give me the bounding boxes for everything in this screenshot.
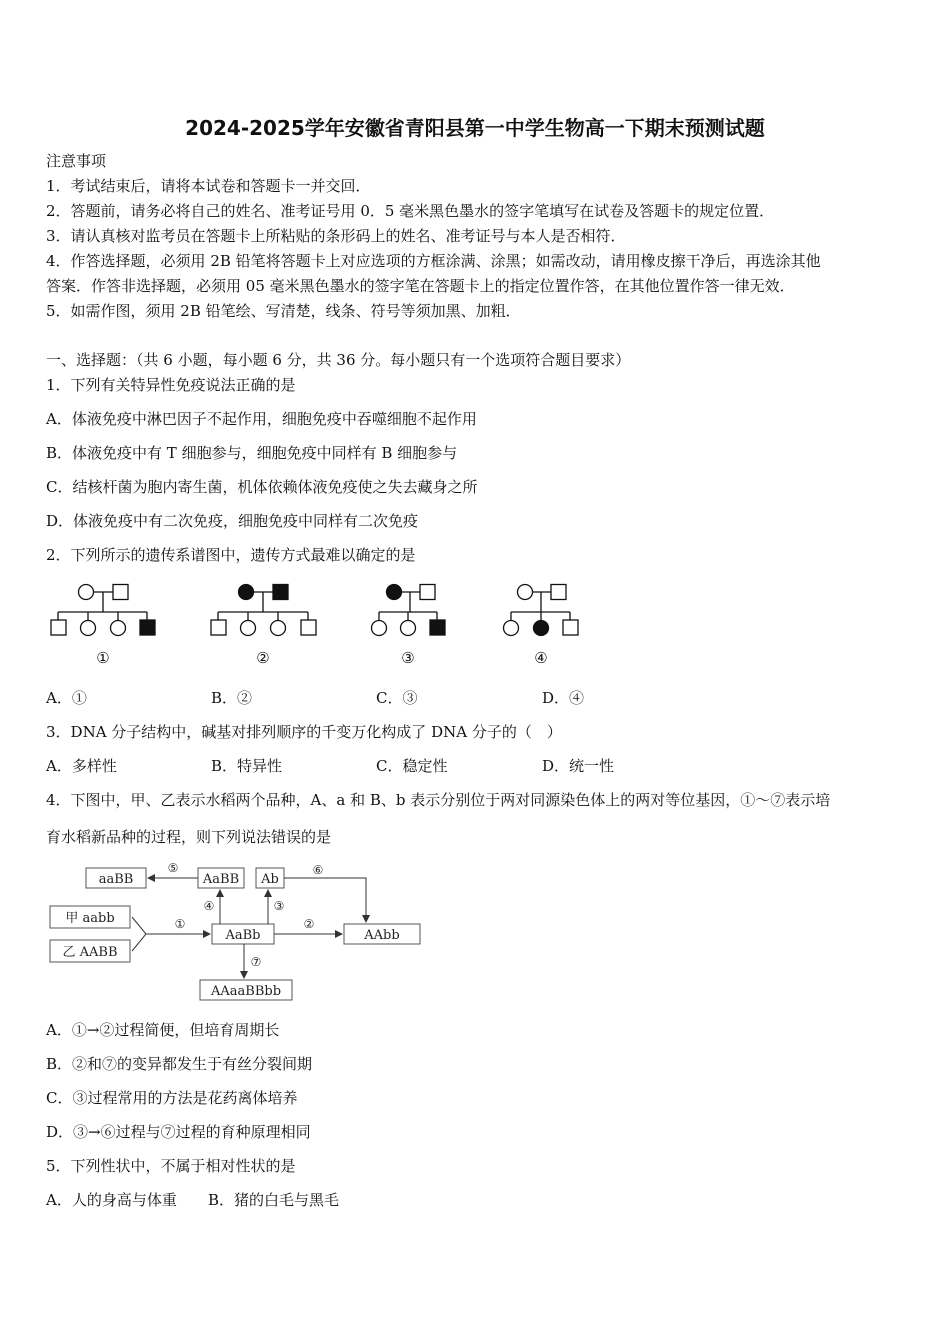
pedigree-label: ①	[96, 649, 110, 667]
question-3-option-c: C．稳定性	[376, 757, 448, 775]
question-4-stem: 4．下图中，甲、乙表示水稻两个品种，A、a 和 B、b 表示分别位于两对同源染色体上的两对等位基因，①～⑦表示培	[46, 791, 831, 809]
pedigree-label: ④	[534, 649, 548, 667]
breeding-diagram	[48, 858, 428, 1008]
question-1-option-c: C．结核杆菌为胞内寄生菌，机体依赖体液免疫使之失去藏身之所	[46, 478, 478, 496]
question-2-stem: 2．下列所示的遗传系谱图中，遗传方式最难以确定的是	[46, 546, 416, 564]
question-4-option-b: B．②和⑦的变异都发生于有丝分裂间期	[46, 1055, 313, 1073]
page-title: 2024-2025学年安徽省青阳县第一中学生物高一下期末预测试题	[185, 116, 765, 140]
node-yi: 乙 AABB	[62, 945, 118, 960]
question-2-option-c: C．③	[376, 689, 418, 707]
notice-item: 5．如需作图，须用 2B 铅笔绘、写清楚，线条、符号等须加黑、加粗．	[46, 302, 521, 320]
question-1-option-b: B．体液免疫中有 T 细胞参与，细胞免疫中同样有 B 细胞参与	[46, 444, 458, 462]
question-5-stem: 5．下列性状中，不属于相对性状的是	[46, 1157, 296, 1175]
question-4-stem-cont: 育水稻新品种的过程，则下列说法错误的是	[46, 828, 332, 846]
question-4-option-c: C．③过程常用的方法是花药离体培养	[46, 1089, 298, 1107]
node-AaBb: AaBb	[225, 928, 261, 943]
section-heading: 一、选择题：（共 6 小题，每小题 6 分，共 36 分。每小题只有一个选项符合题目要求）	[46, 351, 631, 369]
question-2-option-b: B．②	[211, 689, 253, 707]
question-2-option-a: A．①	[46, 689, 87, 707]
question-5-option-b: B．猪的白毛与黑毛	[208, 1191, 340, 1209]
step-7-label: ⑦	[250, 955, 262, 969]
pedigree-label: ②	[256, 649, 270, 667]
notice-item: 3．请认真核对监考员在答题卡上所粘贴的条形码上的姓名、准考证号与本人是否相符．	[46, 227, 626, 245]
notice-item: 4．作答选择题，必须用 2B 铅笔将答题卡上对应选项的方框涂满、涂黑；如需改动，请用橡皮擦干净后，再选涂其他	[46, 252, 821, 270]
question-2-option-d: D．④	[542, 689, 585, 707]
notice-item: 答案．作答非选择题，必须用 05 毫米黑色墨水的签字笔在答题卡上的指定位置作答，在其他位置作答一律无效．	[46, 277, 795, 295]
node-AAaaBBbb: AAaaBBbb	[210, 984, 282, 999]
pedigree-label: ③	[401, 649, 415, 667]
question-1-stem: 1．下列有关特异性免疫说法正确的是	[46, 376, 296, 394]
step-3-label: ③	[273, 899, 285, 913]
question-3-option-d: D．统一性	[542, 757, 615, 775]
node-AaBB: AaBB	[202, 872, 240, 887]
node-AAbb: AAbb	[364, 928, 400, 943]
node-jia: 甲 aabb	[65, 911, 115, 926]
question-3-stem: 3．DNA 分子结构中，碱基对排列顺序的千变万化构成了 DNA 分子的（ ）	[46, 723, 562, 741]
pedigree-diagram	[40, 575, 600, 675]
step-4-label: ④	[203, 899, 215, 913]
node-aaBB: aaBB	[98, 872, 134, 887]
question-3-option-b: B．特异性	[211, 757, 283, 775]
question-5-option-a: A．人的身高与体重	[46, 1191, 177, 1209]
question-1-option-d: D．体液免疫中有二次免疫，细胞免疫中同样有二次免疫	[46, 512, 419, 530]
step-2-label: ②	[303, 917, 315, 931]
question-4-option-d: D．③→⑥过程与⑦过程的育种原理相同	[46, 1123, 311, 1141]
notice-item: 1．考试结束后，请将本试卷和答题卡一并交回．	[46, 177, 371, 195]
question-1-option-a: A．体液免疫中淋巴因子不起作用，细胞免疫中吞噬细胞不起作用	[46, 410, 477, 428]
step-1-label: ①	[174, 917, 186, 931]
step-5-label: ⑤	[167, 861, 179, 875]
step-6-label: ⑥	[312, 863, 324, 877]
notice-heading: 注意事项	[46, 152, 107, 170]
notice-item: 2．答题前，请务必将自己的姓名、准考证号用 0．5 毫米黑色墨水的签字笔填写在试卷及答题卡的规定位置．	[46, 202, 775, 220]
question-3-option-a: A．多样性	[46, 757, 117, 775]
node-Ab: Ab	[261, 872, 279, 887]
question-4-option-a: A．①→②过程简便，但培育周期长	[46, 1021, 280, 1039]
